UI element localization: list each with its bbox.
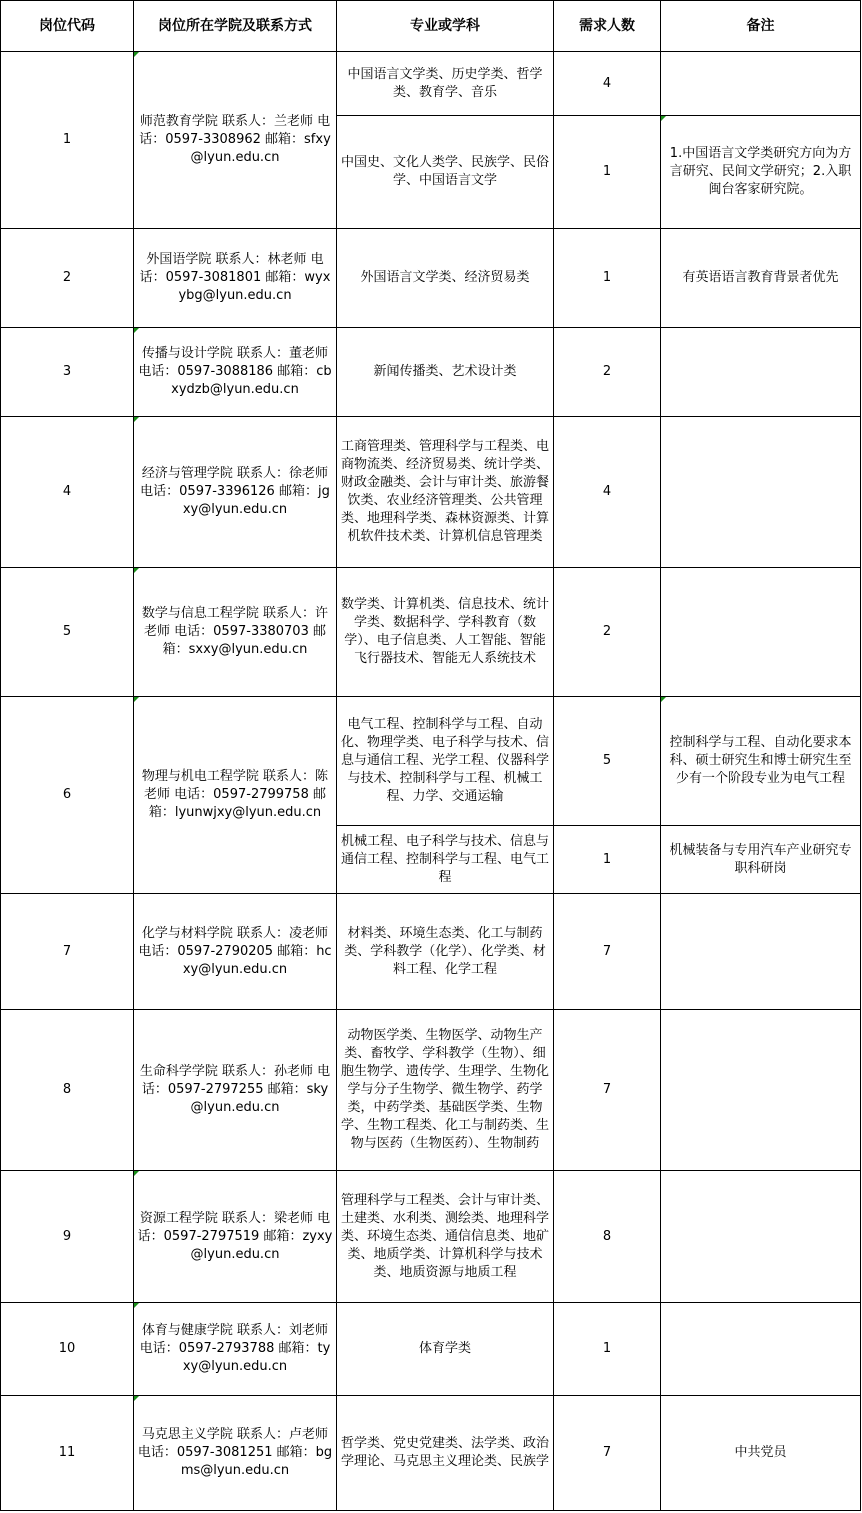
college-contact: 生命科学学院 联系人：孙老师 电话：0597-2797255 邮箱：sky@lyun.edu.cn (134, 1010, 337, 1171)
college-contact: 资源工程学院 联系人：梁老师 电话：0597-2797519 邮箱：zyxy@lyun.edu.cn (134, 1171, 337, 1303)
header-row (1, 1, 861, 52)
count-cell: 2 (554, 328, 661, 417)
major-cell: 机械工程、电子科学与技术、信息与通信工程、控制科学与工程、电气工程 (337, 826, 554, 894)
major-cell: 中国史、文化人类学、民族学、民俗学、中国语言文学 (337, 116, 554, 229)
major-cell: 外国语言文学类、经济贸易类 (337, 229, 554, 328)
position-code: 10 (1, 1303, 134, 1396)
college-contact: 经济与管理学院 联系人：徐老师 电话：0597-3396126 邮箱：jgxy@lyun.edu.cn (134, 417, 337, 568)
count-cell: 1 (554, 826, 661, 894)
college-contact: 体育与健康学院 联系人：刘老师 电话：0597-2793788 邮箱：tyxy@lyun.edu.cn (134, 1303, 337, 1396)
college-contact: 外国语学院 联系人：林老师 电话：0597-3081801 邮箱：wyxybg@lyun.edu.cn (134, 229, 337, 328)
major-cell: 新闻传播类、艺术设计类 (337, 328, 554, 417)
note-cell: 中共党员 (661, 1396, 861, 1511)
position-code: 11 (1, 1396, 134, 1511)
position-code: 2 (1, 229, 134, 328)
major-cell: 材料类、环境生态类、化工与制药类、学科教学（化学）、化学类、材料工程、化学工程 (337, 894, 554, 1010)
college-contact: 物理与机电工程学院 联系人：陈老师 电话：0597-2799758 邮箱：lyunwjxy@lyun.edu.cn (134, 697, 337, 894)
note-cell (661, 52, 861, 116)
note-cell (661, 1010, 861, 1171)
college-contact: 数学与信息工程学院 联系人：许老师 电话：0597-3380703 邮箱：sxxy@lyun.edu.cn (134, 568, 337, 697)
count-cell: 5 (554, 697, 661, 826)
count-cell: 4 (554, 417, 661, 568)
college-contact: 传播与设计学院 联系人：董老师 电话：0597-3088186 邮箱：cbxydzb@lyun.edu.cn (134, 328, 337, 417)
major-cell: 动物医学类、生物医学、动物生产类、畜牧学、学科教学（生物）、细胞生物学、遗传学、生理学、生物化学与分子生物学、微生物学、药学类，中药学类、基础医学类、生物学、生物工程类、化工与制药类、生物与医药（生物医药）、生物制药 (337, 1010, 554, 1171)
note-cell (661, 1171, 861, 1303)
position-code: 6 (1, 697, 134, 894)
major-cell: 中国语言文学类、历史学类、哲学类、教育学、音乐 (337, 52, 554, 116)
college-contact: 师范教育学院 联系人：兰老师 电话：0597-3308962 邮箱：sfxy@lyun.edu.cn (134, 52, 337, 229)
count-cell: 7 (554, 1396, 661, 1511)
count-cell: 7 (554, 1010, 661, 1171)
major-cell: 电气工程、控制科学与工程、自动化、物理学类、电子科学与技术、信息与通信工程、光学工程、仪器科学与技术、控制科学与工程、机械工程、力学、交通运输 (337, 697, 554, 826)
header-major: 专业或学科 (337, 1, 554, 52)
table-row (1, 568, 861, 697)
count-cell: 1 (554, 116, 661, 229)
count-cell: 4 (554, 52, 661, 116)
note-cell (661, 328, 861, 417)
position-code: 3 (1, 328, 134, 417)
note-cell: 1.中国语言文学类研究方向为方言研究、民间文学研究；2.入职闽台客家研究院。 (661, 116, 861, 229)
header-code: 岗位代码 (1, 1, 134, 52)
count-cell: 1 (554, 229, 661, 328)
header-note: 备注 (661, 1, 861, 52)
table-row (1, 1303, 861, 1396)
major-cell: 体育学类 (337, 1303, 554, 1396)
note-cell: 有英语语言教育背景者优先 (661, 229, 861, 328)
note-cell (661, 417, 861, 568)
count-cell: 1 (554, 1303, 661, 1396)
position-code: 5 (1, 568, 134, 697)
position-code: 9 (1, 1171, 134, 1303)
count-cell: 2 (554, 568, 661, 697)
position-code: 8 (1, 1010, 134, 1171)
table-row (1, 328, 861, 417)
table-row (1, 229, 861, 328)
table-row (1, 1396, 861, 1511)
note-cell (661, 568, 861, 697)
college-contact: 化学与材料学院 联系人：凌老师 电话：0597-2790205 邮箱：hcxy@lyun.edu.cn (134, 894, 337, 1010)
major-cell: 工商管理类、管理科学与工程类、电商物流类、经济贸易类、统计学类、财政金融类、会计与审计类、旅游餐饮类、农业经济管理类、公共管理类、地理科学类、森林资源类、计算机软件技术类、计算机信息管理类 (337, 417, 554, 568)
position-code: 1 (1, 52, 134, 229)
table-row (1, 52, 861, 116)
note-cell: 机械装备与专用汽车产业研究专职科研岗 (661, 826, 861, 894)
major-cell: 数学类、计算机类、信息技术、统计学类、数据科学、学科教育（数学）、电子信息类、人工智能、智能飞行器技术、智能无人系统技术 (337, 568, 554, 697)
count-cell: 7 (554, 894, 661, 1010)
note-cell (661, 1303, 861, 1396)
college-contact: 马克思主义学院 联系人：卢老师 电话：0597-3081251 邮箱：bgms@lyun.edu.cn (134, 1396, 337, 1511)
count-cell: 8 (554, 1171, 661, 1303)
header-college: 岗位所在学院及联系方式 (134, 1, 337, 52)
table-row (1, 1010, 861, 1171)
table-row (1, 894, 861, 1010)
note-cell (661, 894, 861, 1010)
header-count: 需求人数 (554, 1, 661, 52)
table-row (1, 1171, 861, 1303)
table-row (1, 697, 861, 826)
major-cell: 管理科学与工程类、会计与审计类、土建类、水利类、测绘类、地理科学类、环境生态类、通信信息类、地矿类、地质学类、计算机科学与技术类、地质资源与地质工程 (337, 1171, 554, 1303)
note-cell: 控制科学与工程、自动化要求本科、硕士研究生和博士研究生至少有一个阶段专业为电气工程 (661, 697, 861, 826)
position-code: 4 (1, 417, 134, 568)
table-row (1, 417, 861, 568)
major-cell: 哲学类、党史党建类、法学类、政治学理论、马克思主义理论类、民族学 (337, 1396, 554, 1511)
position-code: 7 (1, 894, 134, 1010)
